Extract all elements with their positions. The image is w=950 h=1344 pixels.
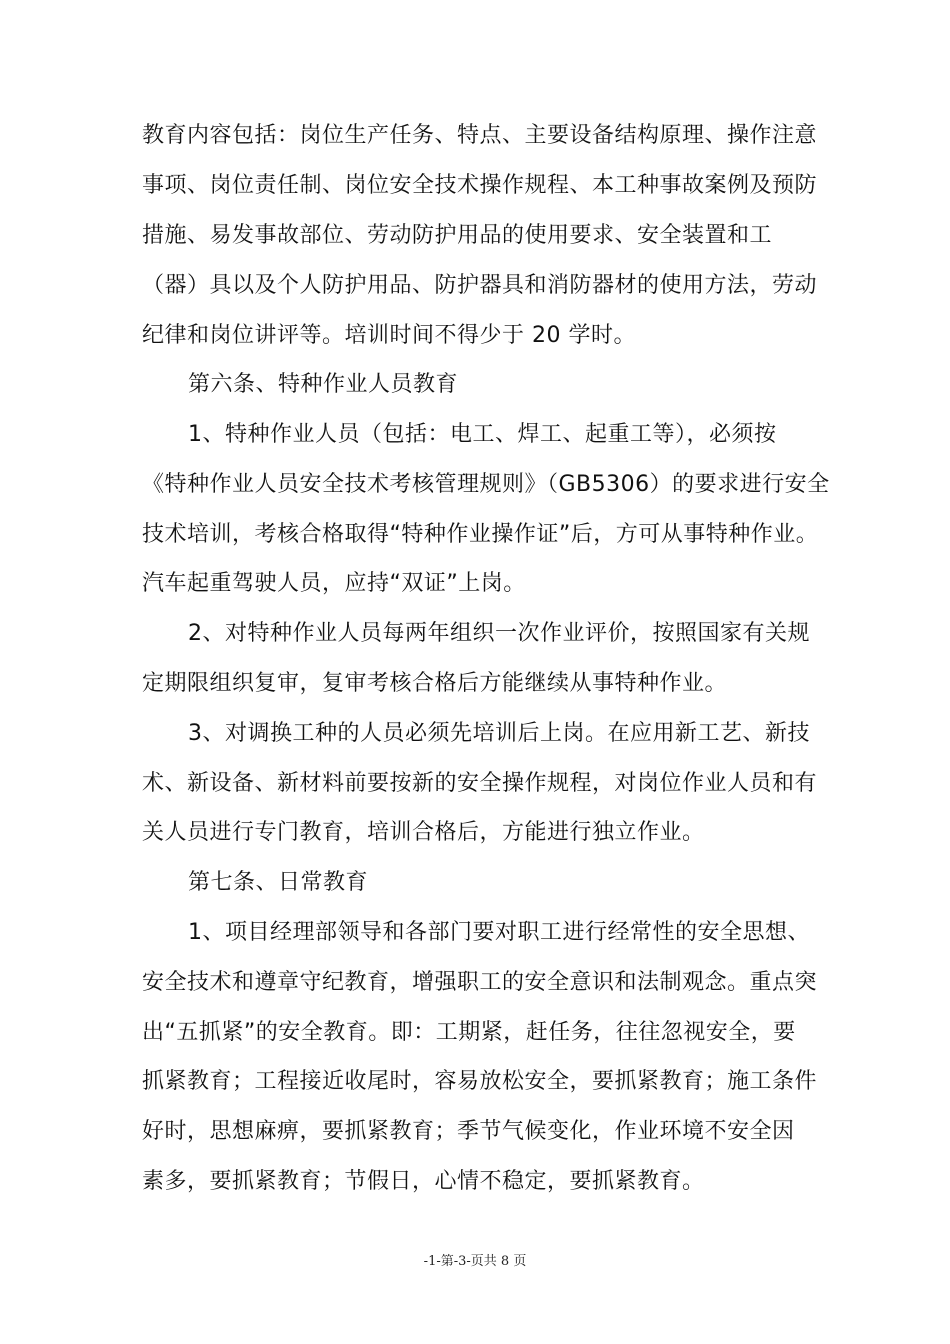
body-text-line: 出“五抓紧”的安全教育。即：工期紧，赶任务，往往忽视安全，要 xyxy=(142,1020,796,1045)
body-text-line: 教育内容包括：岗位生产任务、特点、主要设备结构原理、操作注意 xyxy=(142,123,818,148)
body-text-line: 抓紧教育；工程接近收尾时，容易放松安全，要抓紧教育；施工条件 xyxy=(142,1069,818,1094)
body-text-line: 2、对特种作业人员每两年组织一次作业评价，按照国家有关规 xyxy=(188,621,810,646)
body-text-line: 术、新设备、新材料前要按新的安全操作规程，对岗位作业人员和有 xyxy=(142,771,818,796)
body-text-line: 好时，思想麻痹，要抓紧教育；季节气候变化，作业环境不安全因 xyxy=(142,1119,795,1144)
body-text-line: 事项、岗位责任制、岗位安全技术操作规程、本工种事故案例及预防 xyxy=(142,173,818,198)
body-text-line: 1、特种作业人员（包括：电工、焊工、起重工等），必须按 xyxy=(188,422,777,447)
body-text-line: 汽车起重驾驶人员，应持“双证”上岗。 xyxy=(142,571,526,596)
body-text-line: 关人员进行专门教育，培训合格后，方能进行独立作业。 xyxy=(142,820,705,845)
body-text-line: （器）具以及个人防护用品、防护器具和消防器材的使用方法，劳动 xyxy=(142,273,818,298)
body-text-line: 1、项目经理部领导和各部门要对职工进行经常性的安全思想、 xyxy=(188,920,810,945)
body-text-line: 措施、易发事故部位、劳动防护用品的使用要求、安全装置和工 xyxy=(142,223,773,248)
body-text-line: 《特种作业人员安全技术考核管理规则》（GB5306）的要求进行安全 xyxy=(142,472,830,497)
body-text-line: 素多，要抓紧教育；节假日，心情不稳定，要抓紧教育。 xyxy=(142,1169,705,1194)
body-text-line: 3、对调换工种的人员必须先培训后上岗。在应用新工艺、新技 xyxy=(188,721,810,746)
page-number-footer: -1-第-3-页共 8 页 xyxy=(423,1254,527,1269)
section-heading-article-7: 第七条、日常教育 xyxy=(188,870,369,895)
section-heading-article-6: 第六条、特种作业人员教育 xyxy=(188,372,459,397)
body-text-line: 技术培训，考核合格取得“特种作业操作证”后，方可从事特种作业。 xyxy=(142,522,819,547)
body-text-line: 安全技术和遵章守纪教育，增强职工的安全意识和法制观念。重点突 xyxy=(142,970,818,995)
body-text-line: 定期限组织复审，复审考核合格后方能继续从事特种作业。 xyxy=(142,671,728,696)
body-text-line: 纪律和岗位讲评等。培训时间不得少于 20 学时。 xyxy=(142,323,636,348)
